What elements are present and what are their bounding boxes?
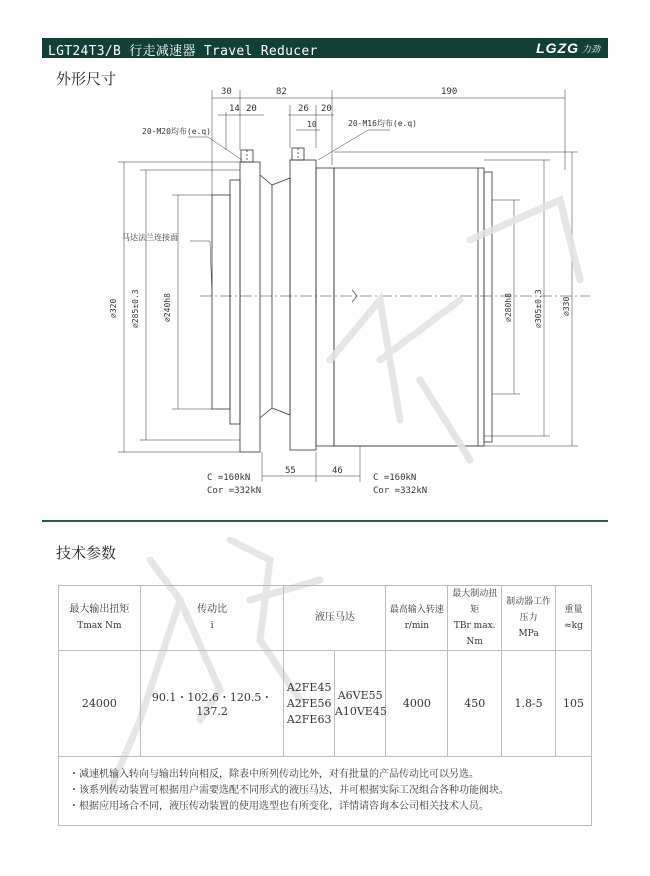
dia-label: ∅240h8 [163, 293, 172, 322]
dim-label: 14 [229, 104, 240, 114]
header-cell: 传动比 i [140, 586, 284, 651]
load-label: Cor =332kN [373, 486, 428, 496]
header-cell: 最高输入转速 r/min [386, 586, 448, 651]
logo-cn-text: 力劲 [581, 44, 600, 55]
dim-label: 190 [441, 87, 458, 97]
brake-torque-cell: 450 [448, 651, 502, 757]
load-label: C =160kN [373, 473, 417, 483]
flange-label: 马达法兰连接面 [122, 233, 178, 242]
dia-label: ∅330 [562, 296, 571, 316]
header-cell: 重量 ≈kg [556, 586, 592, 651]
motor-option: A2FE45 [286, 680, 332, 694]
torque-cell: 24000 [59, 651, 141, 757]
section-title-params: 技术参数 [56, 544, 117, 562]
logo-text: LGZG [536, 40, 579, 56]
dim-label: 82 [276, 87, 287, 97]
table-header-row [59, 586, 592, 651]
load-label: Cor =332kN [207, 486, 262, 496]
header-cell: 最大输出扭矩 Tmax Nm [59, 586, 141, 651]
spec-table [58, 585, 592, 826]
header-cell: 最大制动扭矩 TBr max. Nm [448, 586, 502, 651]
dim-label: 30 [221, 87, 232, 97]
motor-cell [284, 651, 386, 757]
dim-label: 20 [321, 104, 332, 114]
dia-label: ∅285±0.3 [131, 289, 140, 328]
motor-option: A10VE45 [334, 704, 387, 718]
ratio-cell: 90.1・102.6・120.5・137.2 [140, 651, 284, 757]
dia-label: ∅320 [109, 298, 118, 318]
notes-cell [59, 757, 592, 826]
weight-cell: 105 [556, 651, 592, 757]
note-line: ・根据应用场合不同，液压传动装置的使用选型也有所变化，详情请咨询本公司相关技术人员。 [69, 801, 489, 812]
note-line: ・该系列传动装置可根据用户需要选配不同形式的液压马达，并可根据实际工况组合各种功能阀块。 [69, 785, 509, 796]
header-cell: 液压马达 [284, 586, 386, 651]
section-title-dimensions: 外形尺寸 [56, 70, 117, 88]
dim-label: 26 [298, 104, 309, 114]
dia-label: ∅305±0.3 [534, 289, 543, 328]
hole-label-right: 20-M16均布(e.q) [348, 119, 417, 128]
dia-label: ∅280h8 [504, 293, 513, 322]
table-row [59, 651, 592, 757]
speed-cell: 4000 [386, 651, 448, 757]
dim-label: 10 [307, 120, 317, 129]
section-divider [42, 520, 608, 522]
notes-row [59, 757, 592, 826]
motor-option: A2FE56 [286, 696, 332, 710]
note-line: ・减速机输入转向与输出转向相反，除表中所列传动比外，对有批量的产品传动比可以另选。 [69, 769, 479, 780]
dim-label: 46 [332, 466, 343, 476]
motor-option: A6VE55 [337, 688, 383, 702]
header-cell: 制动器工作压力 MPa [502, 586, 556, 651]
load-label: C =160kN [207, 473, 251, 483]
dim-label: 55 [285, 466, 296, 476]
hole-label-left: 20-M20均布(e.q) [142, 127, 211, 136]
dim-label: 20 [246, 104, 257, 114]
page-title: LGT24T3/B 行走减速器 Travel Reducer [48, 44, 318, 59]
motor-option: A2FE63 [286, 712, 332, 726]
brake-pressure-cell: 1.8-5 [502, 651, 556, 757]
